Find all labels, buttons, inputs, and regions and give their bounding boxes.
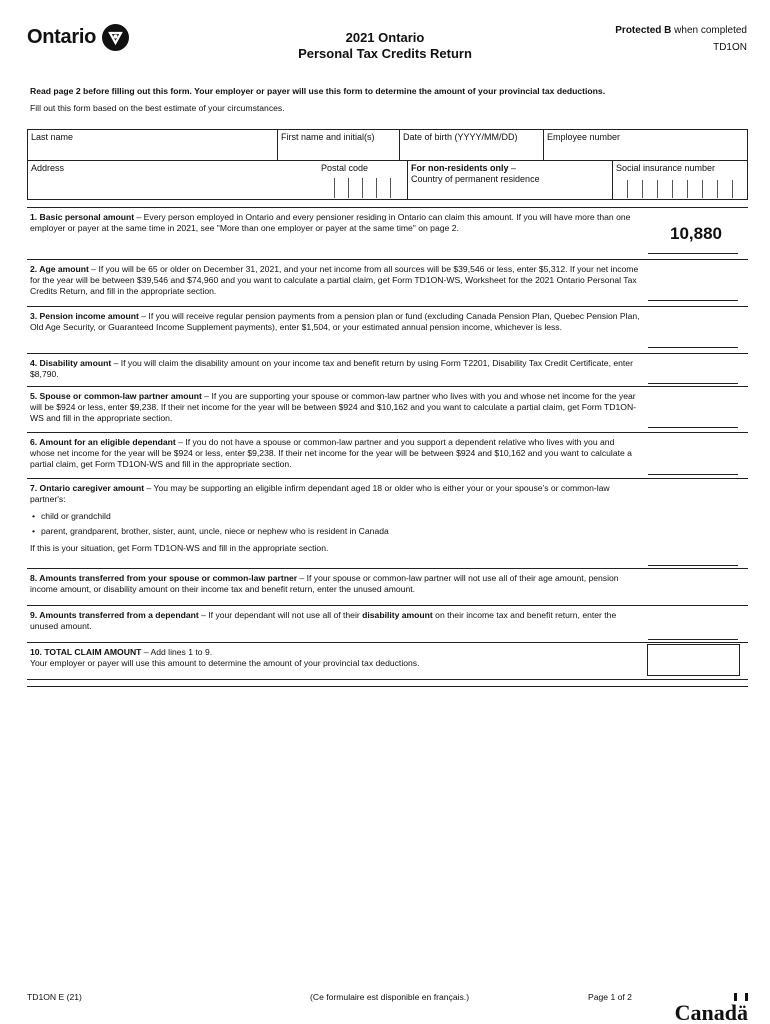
item-4-heading: 4. Disability amount: [30, 358, 112, 368]
item-2-description: – If you will be 65 or older on December 31, 2021, and your net income from all sources will be $39,546 or less, enter $5,312. If your net income for the year will be between $39,546 and $74,960 and you want to calculate a partial claim, get Form TD1ON-WS, Worksheet for the 2021 Ontario Personal Tax Credits Return, and fill in the appropriate section.: [30, 264, 639, 296]
non-resident-dash: –: [508, 163, 517, 173]
protected-label: Protected B: [615, 25, 672, 36]
claim-item-8: [27, 568, 748, 605]
country-label: Country of permanent residence: [411, 174, 540, 184]
claim-item-3: [27, 306, 748, 353]
item-3-description: – If you will receive regular pension payments from a pension plan or fund (excluding Canada Pension Plan, Quebec Pension Plan, Old Age Security, or Guaranteed Income Supplement payments), enter $1,504, or your estimated annual pension income, whichever is less.: [30, 311, 640, 332]
form-title: [220, 30, 550, 62]
total-claim-amount-box[interactable]: [647, 644, 740, 676]
first-name-field[interactable]: [278, 130, 399, 160]
sin-label: Social insurance number: [616, 163, 716, 173]
protected-suffix: when completed: [671, 25, 747, 36]
claim-item-1: [27, 207, 748, 259]
item-5-amount-line[interactable]: [648, 427, 738, 428]
item-10-text: [30, 647, 640, 669]
item-9-amount-line[interactable]: [648, 639, 738, 640]
form-title-line1: 2021 Ontario: [345, 30, 425, 45]
item-4-description: – If you will claim the disability amount on your income tax and benefit return by using Form T2201, Disability Tax Credit Certificate, enter $8,790.: [30, 358, 633, 379]
item-2-amount-line[interactable]: [648, 300, 738, 301]
first-name-label: First name and initial(s): [281, 132, 375, 142]
last-name-label: Last name: [31, 132, 74, 142]
item-1-amount-line: [648, 253, 738, 254]
item-3-heading: 3. Pension income amount: [30, 311, 139, 321]
address-label: Address: [31, 163, 65, 173]
item-6-heading: 6. Amount for an eligible dependant: [30, 437, 176, 447]
item-8-text: [30, 573, 640, 595]
claim-item-5: [27, 386, 748, 432]
item-7-text: [30, 483, 640, 554]
last-name-field[interactable]: [28, 130, 277, 160]
item-8-description: – If your spouse or common-law partner will not use all of their age amount, pension income amount, or disability amount on their income tax and benefit return, enter the unused amount.: [30, 573, 619, 594]
item-6-description: – If you do not have a spouse or common-law partner and you support a dependent relative who lives with you and whose net income for the year will be $924 or less, enter $9,238. If their net income for the year will be between $924 and $10,162 and you want to calculate a partial claim, get Form TD1ON-WS and fill in the appropriate section.: [30, 437, 632, 469]
item-7-amount-line[interactable]: [648, 565, 738, 566]
intro-instruction: Read page 2 before filling out this form. Your employer or payer will use this form to determine the amount of your provincial tax deductions.: [30, 86, 606, 96]
item-1-text: [30, 212, 640, 234]
item-10-line2: Your employer or payer will use this amount to determine the amount of your provincial tax deductions.: [30, 658, 420, 668]
item-1-heading: 1. Basic personal amount: [30, 212, 135, 222]
non-resident-label: For non-residents only: [411, 163, 509, 173]
item-5-heading: 5. Spouse or common-law partner amount: [30, 391, 202, 401]
item-5-text: [30, 391, 640, 424]
item-4-text: [30, 358, 640, 380]
employee-number-field[interactable]: [544, 130, 747, 160]
form-id: TD1ON E (21): [27, 992, 82, 1002]
item-10-description: – Add lines 1 to 9.: [141, 647, 213, 657]
employee-number-label: Employee number: [547, 132, 621, 142]
form-bottom-rule: [27, 679, 748, 680]
claim-item-2: [27, 259, 748, 306]
ontario-wordmark: Ontario: [27, 26, 97, 48]
item-5-description: – If you are supporting your spouse or common-law partner who lives with you and whose net income for the year will be $924 or less, enter $9,238. If their net income for the year will be between $924 and $10,162 and you want to calculate a partial claim, get Form TD1ON-WS and fill in the appropriate section.: [30, 391, 637, 423]
flag-icon: [734, 993, 748, 1001]
protected-notice: [615, 22, 747, 56]
item-2-text: [30, 264, 640, 297]
form-bottom-rule: [27, 686, 748, 687]
item-9-heading: 9. Amounts transferred from a dependant: [30, 610, 199, 620]
intro-note: Fill out this form based on the best estimate of your circumstances.: [30, 103, 285, 113]
claim-item-10: [27, 642, 748, 680]
item-3-amount-line[interactable]: [648, 347, 738, 348]
form-code: TD1ON: [713, 42, 747, 53]
item-9-text: [30, 610, 640, 632]
item-7-bullet: • parent, grandparent, brother, sister, aunt, uncle, niece or nephew who is resident in Canada: [30, 526, 640, 537]
trillium-icon: [102, 24, 129, 51]
canada-wordmark: [675, 1000, 748, 1024]
item-7-note: If this is your situation, get Form TD1ON-WS and fill in the appropriate section.: [30, 543, 329, 553]
item-6-amount-line[interactable]: [648, 474, 738, 475]
item-7-heading: 7. Ontario caregiver amount: [30, 483, 145, 493]
item-6-text: [30, 437, 640, 470]
form-title-line2: Personal Tax Credits Return: [298, 46, 472, 61]
item-3-text: [30, 311, 640, 333]
item-1-description: – Every person employed in Ontario and every pensioner residing in Ontario can claim this amount. If you will have more than one employer or payer at the same time in 2021, see "More than one employer or payer at the same time" on page 2.: [30, 212, 631, 233]
basic-personal-amount-value[interactable]: 10,880: [670, 224, 722, 243]
country-of-residence-field[interactable]: [408, 161, 612, 199]
item-10-heading: 10. TOTAL CLAIM AMOUNT: [30, 647, 142, 657]
address-field[interactable]: [28, 161, 313, 199]
item-4-amount-line[interactable]: [648, 383, 738, 384]
claim-item-4: [27, 353, 748, 386]
canada-wordmark-text: Canadä: [674, 1000, 748, 1024]
date-of-birth-label: Date of birth (YYYY/MM/DD): [403, 132, 518, 142]
date-of-birth-field[interactable]: [400, 130, 543, 160]
item-7-bullet: • child or grandchild: [30, 511, 640, 522]
item-9-description: – If your dependant will not use all of their: [198, 610, 363, 620]
item-8-heading: 8. Amounts transferred from your spouse or common-law partner: [30, 573, 298, 583]
page-number: Page 1 of 2: [588, 992, 632, 1002]
postal-code-label: Postal code: [321, 163, 369, 173]
item-2-heading: 2. Age amount: [30, 264, 89, 274]
claim-item-6: [27, 432, 748, 478]
identification-grid: [27, 129, 748, 200]
item-7-bullets: [30, 511, 640, 537]
claim-item-7: [27, 478, 748, 568]
item-7-description: – You may be supporting an eligible infirm dependant aged 18 or older who is either your or your spouse's or common-law partner's:: [30, 483, 610, 504]
claim-item-9: [27, 605, 748, 642]
sin-field[interactable]: [613, 161, 747, 199]
item-9-emphasis: disability amount: [362, 610, 433, 620]
french-availability-note: (Ce formulaire est disponible en français.): [310, 992, 470, 1002]
item-9-description-end: on their income tax and benefit return, enter the unused amount.: [30, 610, 617, 631]
ontario-logo: [27, 24, 129, 51]
